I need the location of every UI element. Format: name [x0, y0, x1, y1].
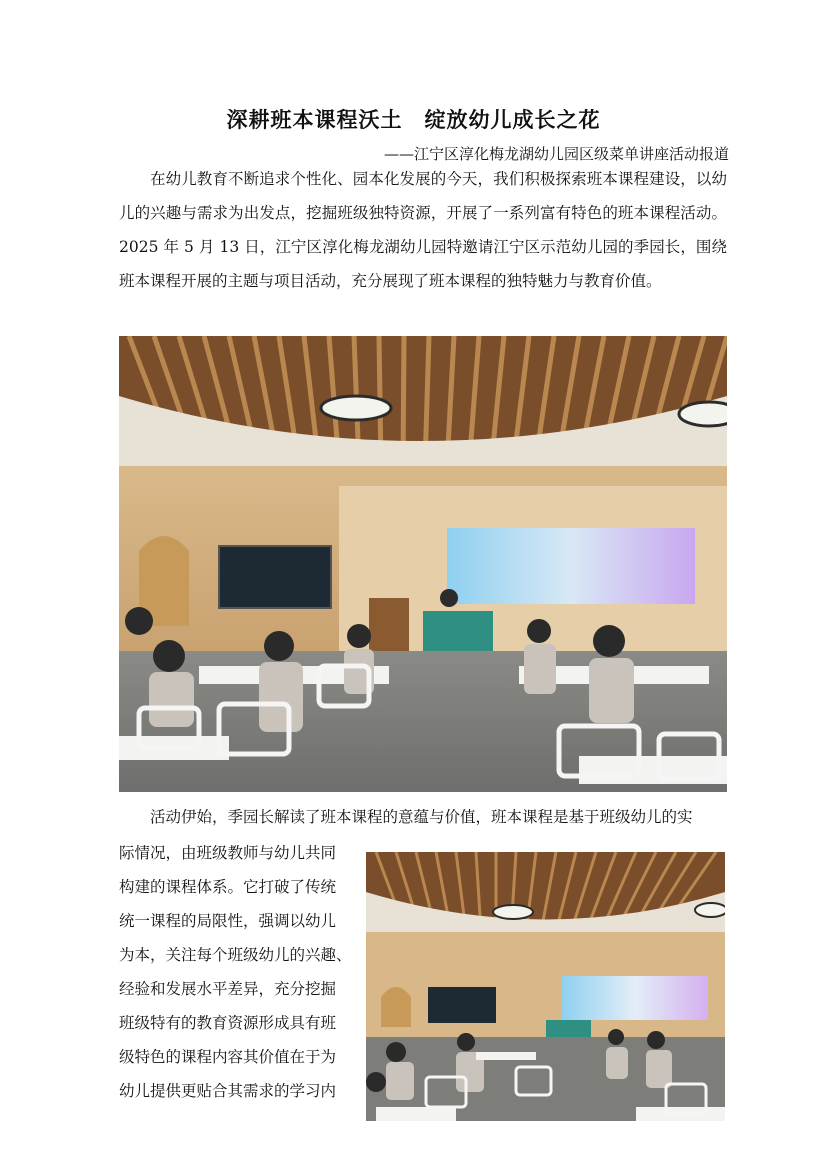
page-subtitle: ——江宁区淳化梅龙湖幼儿园区级菜单讲座活动报道 — [383, 145, 729, 163]
activity-line: 级特色的课程内容其价值在于为 — [119, 1048, 337, 1066]
activity-line: 为本，关注每个班级幼儿的兴趣、 — [119, 946, 352, 964]
activity-line: 班级特有的教育资源形成具有班 — [119, 1014, 337, 1032]
activity-line: 经验和发展水平差异，充分挖掘 — [119, 980, 337, 998]
lecture-photo-small — [366, 852, 725, 1121]
activity-line: 际情况，由班级教师与幼儿共同 — [119, 844, 337, 862]
intro-paragraph: 在幼儿教育不断追求个性化、园本化发展的今天，我们积极探索班本课程建设，以幼儿的兴趣与需求为出发点，挖掘班级独特资源，开展了一系列富有特色的班本课程活动。2025 年 5 月 13 日，江宁区淳化梅龙湖幼儿园特邀请江宁区示范幼儿园的季园长，围绕班本课程开展的主题与项目活动，充分展现了班本课程的独特魅力与教育价值。 — [119, 170, 727, 290]
activity-line: 统一课程的局限性，强调以幼儿 — [119, 912, 337, 930]
activity-line: 构建的课程体系。它打破了传统 — [119, 878, 337, 896]
activity-paragraph-first-line: 活动伊始，季园长解读了班本课程的意蕴与价值，班本课程是基于班级幼儿的实 — [150, 808, 693, 826]
page-title: 深耕班本课程沃土 绽放幼儿成长之花 — [226, 108, 601, 132]
activity-line: 幼儿提供更贴合其需求的学习内 — [119, 1082, 337, 1100]
activity-paragraph-wrap — [119, 836, 359, 1108]
lecture-photo-wide — [119, 336, 727, 792]
